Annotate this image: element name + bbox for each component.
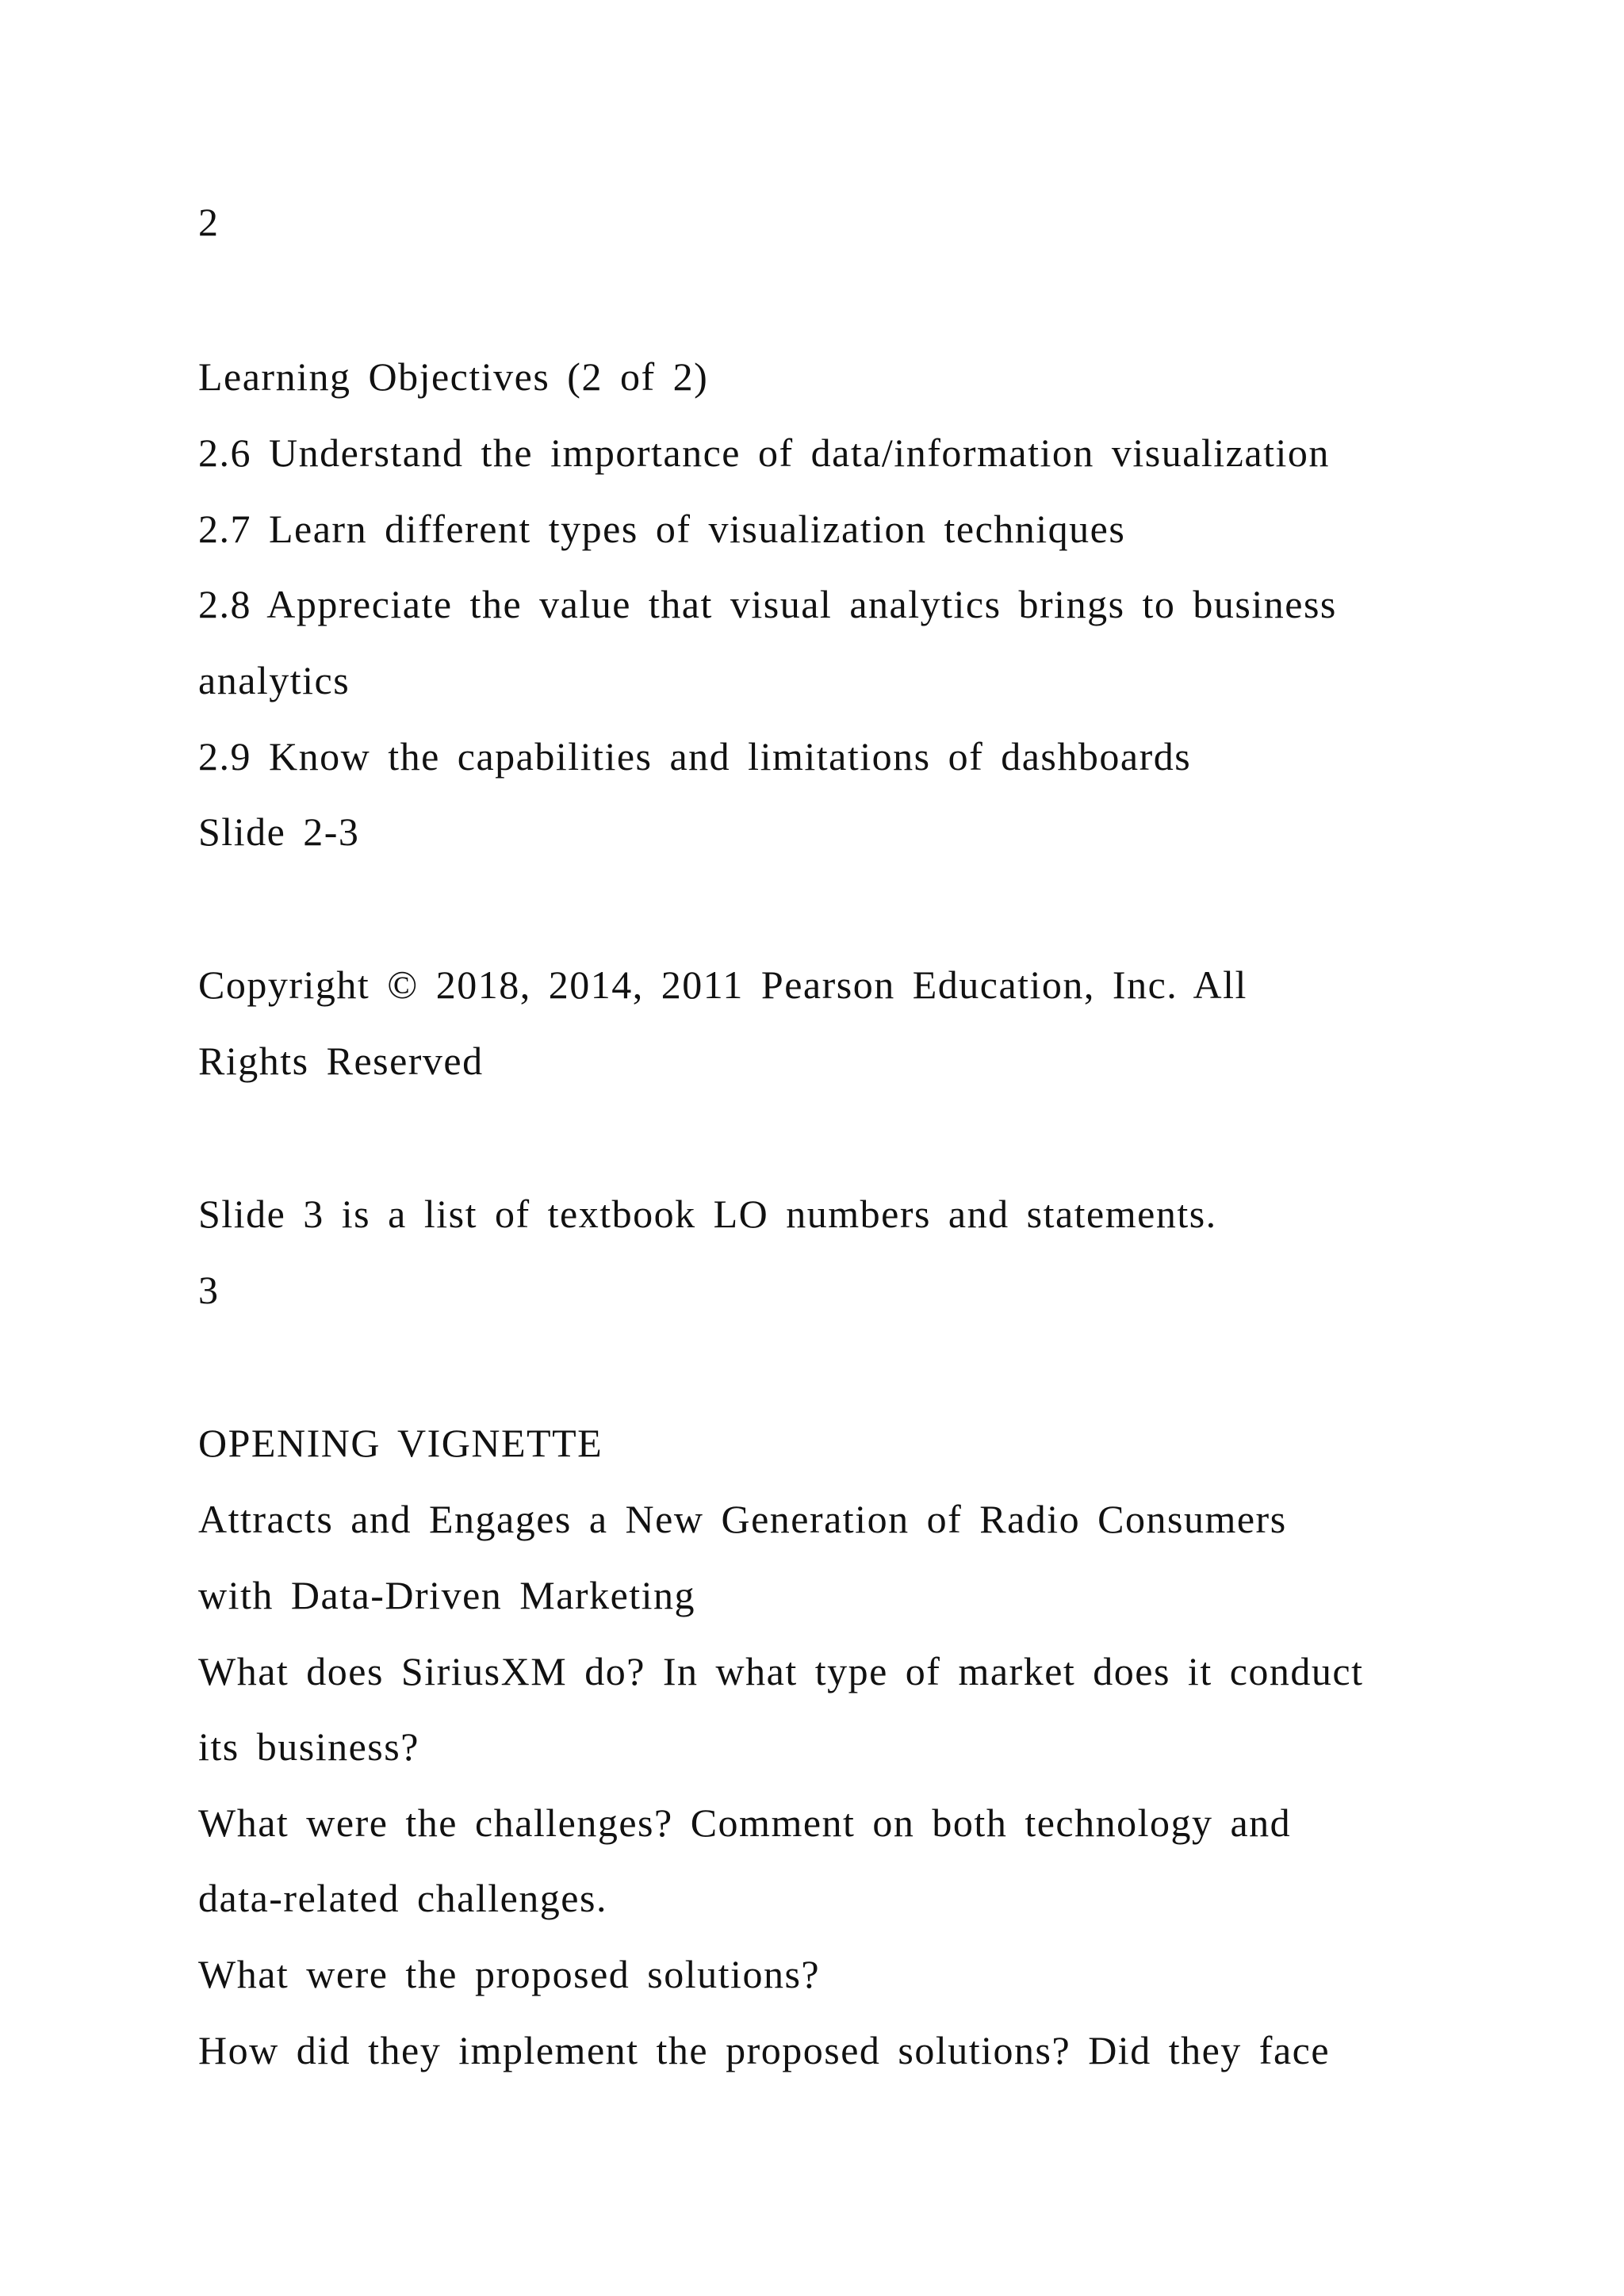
section-heading: OPENING VIGNETTE	[198, 1421, 603, 1465]
question-2: What were the challenges? Comment on both technology and	[198, 1800, 1292, 1845]
vignette-title: Attracts and Engages a New Generation of Radio Consumers	[198, 1497, 1287, 1541]
page-number: 2	[198, 200, 220, 244]
copyright: Copyright © 2018, 2014, 2011 Pearson Education, Inc. All	[198, 962, 1247, 1007]
question-3: What were the proposed solutions?	[198, 1952, 821, 1996]
question-2-continued: data-related challenges.	[198, 1876, 607, 1920]
objective-2-9: 2.9 Know the capabilities and limitations of dashboards	[198, 734, 1192, 779]
objective-2-8-continued: analytics	[198, 658, 350, 702]
question-1: What does SiriusXM do? In what type of market does it conduct	[198, 1649, 1364, 1693]
page-number: 3	[198, 1268, 220, 1312]
copyright-continued: Rights Reserved	[198, 1039, 484, 1083]
question-1-continued: its business?	[198, 1724, 419, 1769]
slide-title: Learning Objectives (2 of 2)	[198, 354, 709, 399]
vignette-title-continued: with Data-Driven Marketing	[198, 1573, 696, 1617]
objective-2-6: 2.6 Understand the importance of data/information visualization	[198, 430, 1330, 475]
question-4: How did they implement the proposed solutions? Did they face	[198, 2028, 1331, 2072]
objective-2-7: 2.7 Learn different types of visualization techniques	[198, 507, 1126, 551]
slide-label: Slide 2-3	[198, 809, 360, 854]
objective-2-8: 2.8 Appreciate the value that visual analytics brings to business	[198, 582, 1337, 626]
slide-note: Slide 3 is a list of textbook LO numbers and statements.	[198, 1192, 1217, 1236]
